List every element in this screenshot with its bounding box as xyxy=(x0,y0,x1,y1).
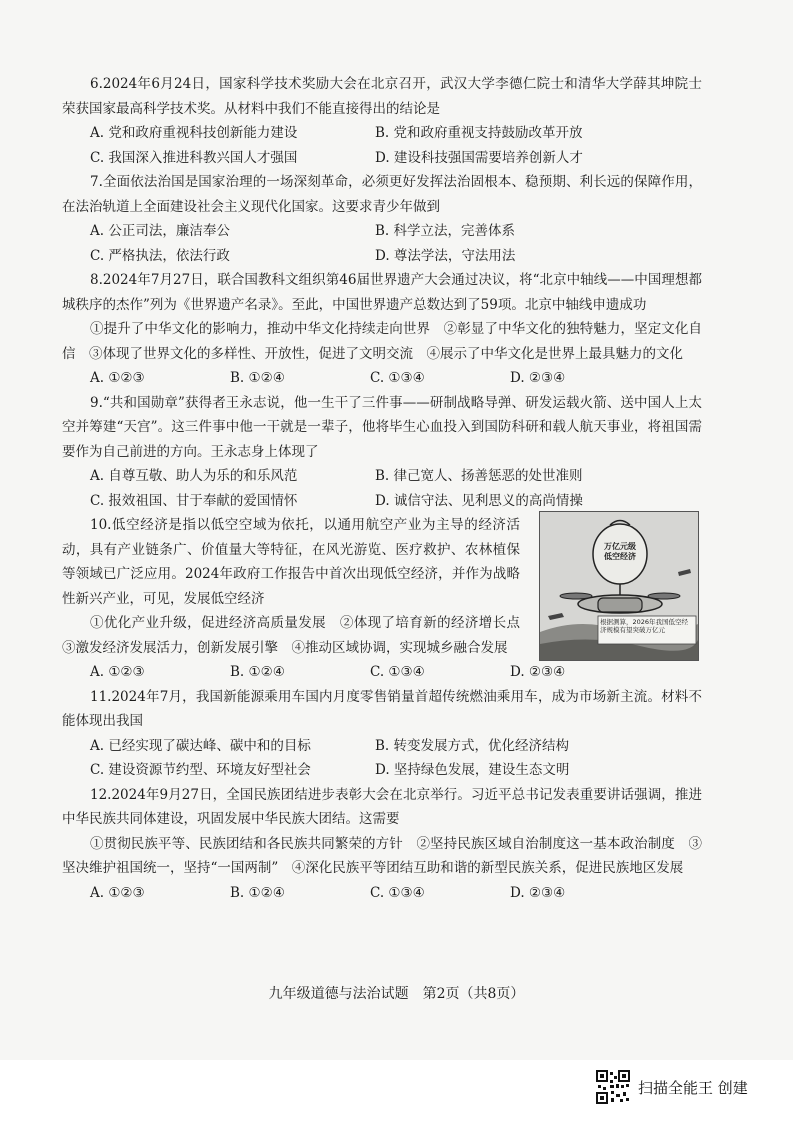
watermark-text: 扫描全能王 创建 xyxy=(638,1078,748,1097)
question-10 xyxy=(62,513,702,685)
question-10-statements: ①优化产业升级，促进经济高质量发展 ②体现了培育新的经济增长点 ③激发经济发展活力，创新发展引擎 ④推动区域协调，实现城乡融合发展 xyxy=(62,615,534,656)
question-9-option-a: A. 自尊互敬、助人为乐的和乐风范 xyxy=(90,468,298,484)
question-12-statements: ①贯彻民族平等、民族团结和各民族共同繁荣的方针 ②坚持民族区域自治制度这一基本政治制度 ③坚决维护祖国统一，坚持“一国两制” ④深化民族平等团结互助和谐的新型民族关系，促进民族地区发展 xyxy=(62,835,702,876)
question-12 xyxy=(62,783,702,906)
question-11-option-a: A. 已经实现了碳达峰、碳中和的目标 xyxy=(90,737,311,754)
question-7-option-c: C. 严格执法，依法行政 xyxy=(90,247,230,264)
question-12-option-b: B. ①②④ xyxy=(230,884,285,901)
question-6-stem: 6.2024年6月24日，国家科学技术奖励大会在北京召开，武汉大学李德仁院士和清华大学薛其坤院士荣获国家最高科学技术奖。从材料中我们不能直接得出的结论是 xyxy=(62,76,702,117)
question-8-option-c: C. ①③④ xyxy=(370,370,425,386)
question-7-option-b: B. 科学立法，完善体系 xyxy=(375,223,516,239)
page-footer: 九年级道德与法治试题 第2页（共8页） xyxy=(268,986,525,1002)
qr-code-icon xyxy=(596,1070,630,1104)
question-11 xyxy=(62,685,702,783)
question-8-option-b: B. ①②④ xyxy=(230,370,285,386)
question-10-option-a: A. ①②③ xyxy=(90,664,145,680)
question-6 xyxy=(62,72,702,170)
question-10-option-c: C. ①③④ xyxy=(370,664,425,680)
question-9-option-d: D. 诚信守法、见利思义的高尚情操 xyxy=(375,492,583,509)
question-8-stem: 8.2024年7月27日，联合国教科文组织第46届世界遗产大会通过决议，将“北京中轴线——中国理想都城秩序的杰作”列为《世界遗产名录》。至此，中国世界遗产总数达到了59项。北京中轴线申遗成功 xyxy=(62,272,702,313)
question-12-stem: 12.2024年9月27日，全国民族团结进步表彰大会在北京举行。习近平总书记发表重要讲话强调，推进中华民族共同体建设，巩固发展中华民族大团结。这需要 xyxy=(62,786,702,827)
question-10-option-b: B. ①②④ xyxy=(230,664,285,680)
question-8-statements: ①提升了中华文化的影响力，推动中华文化持续走向世界 ②彰显了中华文化的独特魅力，坚定文化自信 ③体现了世界文化的多样性、开放性，促进了文明交流 ④展示了中华文化是世界上最具魅力的文化 xyxy=(62,321,702,362)
question-8-option-a: A. ①②③ xyxy=(90,370,145,386)
question-area xyxy=(62,72,702,905)
question-9-stem: 9.“共和国勋章”获得者王永志说，他一生干了三件事——研制战略导弹、研发运载火箭、送中国人上太空并筹建“天宫”。这三件事中他一干就是一辈子，他将毕生心血投入到国防科研和载人航天事业，将祖国需要作为自己前进的方向。王永志身上体现了 xyxy=(62,394,702,460)
question-9 xyxy=(62,391,702,514)
question-10-option-d: D. ②③④ xyxy=(510,664,566,680)
cartoon-bag-label: 万亿元级低空经济 xyxy=(604,542,636,561)
question-7-option-d: D. 尊法学法，守法用法 xyxy=(375,247,516,264)
cartoon-caption: 根据测算，2026年我国低空经济规模有望突破万亿元 xyxy=(600,618,689,634)
question-11-option-b: B. 转变发展方式，优化经济结构 xyxy=(375,737,570,754)
question-6-option-a: A. 党和政府重视科技创新能力建设 xyxy=(90,125,298,141)
question-10-stem: 10.低空经济是指以低空空域为依托，以通用航空产业为主导的经济活动，具有产业链条广、价值量大等特征，在风光游览、医疗救护、农林植保等领域已广泛应用。2024年政府工作报告中首次出现低空经济，并作为战略性新兴产业，可见，发展低空经济 xyxy=(62,517,520,607)
question-8-option-d: D. ②③④ xyxy=(510,370,566,386)
question-6-option-b: B. 党和政府重视支持鼓励改革开放 xyxy=(375,125,583,141)
question-7-option-a: A. 公正司法，廉洁奉公 xyxy=(90,223,230,239)
question-9-option-c: C. 报效祖国、甘于奉献的爱国情怀 xyxy=(90,492,298,509)
question-6-option-c: C. 我国深入推进科教兴国人才强国 xyxy=(90,149,298,166)
question-6-option-d: D. 建设科技强国需要培养创新人才 xyxy=(375,149,583,166)
question-12-option-a: A. ①②③ xyxy=(90,884,145,901)
question-7 xyxy=(62,170,702,268)
question-7-stem: 7.全面依法治国是国家治理的一场深刻革命，必须更好发挥法治固根本、稳预期、利长远的保障作用，在法治轨道上全面建设社会主义现代化国家。这要求青少年做到 xyxy=(62,174,702,215)
low-altitude-economy-cartoon xyxy=(539,511,699,661)
question-11-option-c: C. 建设资源节约型、环境友好型社会 xyxy=(90,762,311,778)
question-8 xyxy=(62,268,702,391)
question-11-stem: 11.2024年7月，我国新能源乘用车国内月度零售销量首超传统燃油乘用车，成为市场新主流。材料不能体现出我国 xyxy=(62,688,702,729)
scanner-watermark xyxy=(596,1067,748,1107)
question-9-option-b: B. 律己宽人、扬善惩恶的处世准则 xyxy=(375,468,583,484)
question-11-option-d: D. 坚持绿色发展，建设生态文明 xyxy=(375,762,570,778)
question-12-option-d: D. ②③④ xyxy=(510,884,566,901)
question-12-option-c: C. ①③④ xyxy=(370,884,425,901)
